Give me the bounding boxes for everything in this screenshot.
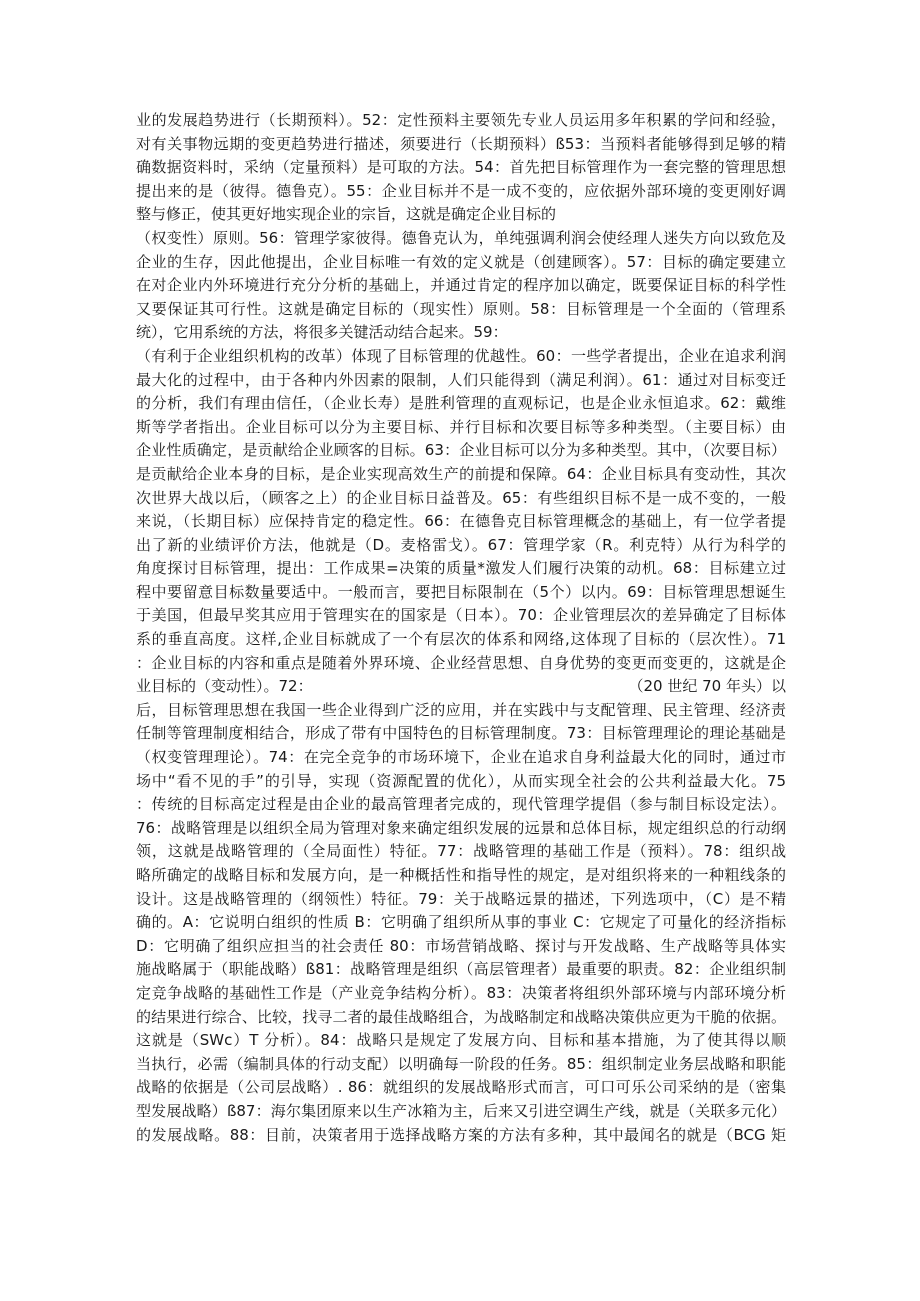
text-line-left: 业目标的（变动性）。72：	[136, 677, 313, 696]
text-line: 业的发展趋势进行（长期预料）。52：定性预料主要领先专业人员运用多年积累的学问和经验，	[136, 111, 786, 129]
text-line: 当执行，必需（编制具体的行动支配）以明确每一阶段的任务。85：组织制定业务层战略和职能	[136, 1054, 786, 1073]
text-line: 76：战略管理是以组织全局为管理对象来确定组织发展的远景和总体目标，规定组织总的行动纲	[136, 818, 786, 837]
text-line: ：企业目标的内容和重点是随着外界环境、企业经营思想、自身优势的变更而变更的，这就是企	[136, 653, 786, 672]
text-line	[136, 1147, 786, 1171]
text-line: 来说，（长期目标）应保持肯定的稳定性。66：在德鲁克目标管理概念的基础上，有一位学者提	[136, 512, 786, 531]
text-line: 又要保证其可行性。这就是确定目标的（现实性）原则。58：目标管理是一个全面的（管理系	[136, 299, 786, 318]
text-line: 斯等学者指出。企业目标可以分为主要目标、并行目标和次要目标等多种类型。（主要目标）由	[136, 417, 786, 436]
text-line: （有利于企业组织机构的改革）体现了目标管理的优越性。60：一些学者提出，企业在追求利润	[136, 346, 786, 365]
text-line-right: （20 世纪 70 年头）以	[628, 677, 786, 696]
text-line: 对有关事物远期的变更趋势进行描述，须要进行（长期预料）ß53：当预料者能够得到足够的精	[136, 134, 786, 153]
text-line: 次世界大战以后，（顾客之上）的企业目标日益普及。65：有些组织目标不是一成不变的，一般	[136, 488, 786, 507]
text-line: 企业性质确定，是贡献给企业顾客的目标。63：企业目标可以分为多种类型。其中，（次要目标）	[136, 441, 786, 460]
text-line: 战略的依据是（公司层战略）. 86：就组织的发展战略形式而言，可口可乐公司采纳的是（密集	[136, 1078, 786, 1097]
text-line: 的结果进行综合、比较，找寻二者的最佳战略组合，为战略制定和战略决策供应更为干脆的依据。	[136, 1007, 786, 1026]
text-line: 领，这就是战略管理的（全局面性）特征。77：战略管理的基础工作是（预料）。78：组织战	[136, 842, 786, 861]
text-line: 出了新的业绩评价方法，他就是（D。麦格雷戈）。67：管理学家（R。利克特）从行为科学的	[136, 535, 786, 554]
text-line: 程中要留意目标数量要适中。一般而言，要把目标限制在（5个）以内。69：目标管理思想诞生	[136, 582, 786, 601]
text-line: 最大化的过程中，由于各种内外因素的限制，人们只能得到（满足利润）。61：通过对目标变迁	[136, 370, 786, 389]
text-line: （权变管理理论）。74：在完全竞争的市场环境下，企业在追求自身利益最大化的同时，通过市	[136, 748, 786, 767]
text-line: 统），它用系统的方法，将很多关键活动结合起来。59：	[136, 323, 508, 342]
text-line: 定竞争战略的基础性工作是（产业竞争结构分析）。83：决策者将组织外部环境与内部环境分析	[136, 983, 786, 1002]
text-line: 任制等管理制度相结合，形成了带有中国特色的目标管理制度。73：目标管理理论的理论基础是	[136, 724, 786, 743]
text-line: 企业的生存，因此他提出，企业目标唯一有效的定义就是（创建顾客）。57：目标的确定要建立	[136, 252, 786, 271]
text-line: （权变性）原则。56：管理学家彼得。德鲁克认为，单纯强调利润会使经理人迷失方向以致危及	[136, 228, 786, 247]
text-line: 略所确定的战略目标和发展方向，是一种概括性和指导性的规定，是对组织将来的一种粗线条的	[136, 866, 786, 884]
text-line: 确数据资料时，采纳（定量预料）是可取的方法。54：首先把目标管理作为一套完整的管理思想	[136, 158, 786, 177]
text-line: 提出来的是（彼得。德鲁克）。55：企业目标并不是一成不变的，应依据外部环境的变更刚好调	[136, 181, 786, 200]
text-line	[136, 675, 786, 699]
text-line: 型发展战略）ß87：海尔集团原来以生产冰箱为主，后来又引进空调生产线，就是（关联多元化）	[136, 1101, 786, 1120]
document-body	[136, 109, 786, 1171]
text-line: 场中“看不见的手”的引导，实现（资源配置的优化），从而实现全社会的公共利益最大化。75	[136, 771, 786, 790]
text-line: 设计。这是战略管理的（纲领性）特征。79：关于战略远景的描述，下列选项中，（C）是不精	[136, 889, 786, 908]
text-line: 于美国，但最早奖其应用于管理实在的国家是（日本）。70：企业管理层次的差异确定了目标体	[136, 606, 786, 625]
text-line: 施战略属于（职能战略）ß81：战略管理是组织（高层管理者）最重要的职责。82：企业组织制	[136, 960, 786, 979]
text-line: 的分析，我们有理由信任，（企业长寿）是胜利管理的直观标记，也是企业永恒追求。62：戴维	[136, 394, 786, 413]
text-line: 的发展战略。88：目前，决策者用于选择战略方案的方法有多种，其中最闻名的就是（BCG 矩	[136, 1125, 786, 1144]
text-line: 确的。A：它说明白组织的性质 B：它明确了组织所从事的事业 C：它规定了可量化的经济指标	[136, 913, 786, 932]
text-line: 系的垂直高度。这样,企业目标就成了一个有层次的体系和网络,这体现了目标的（层次性）。71	[136, 630, 786, 649]
text-line: 在对企业内外环境进行充分分析的基础上，并通过肯定的程序加以确定，既要保证目标的科学性	[136, 276, 786, 295]
text-line: 整与修正，使其更好地实现企业的宗旨，这就是确定企业目标的	[136, 205, 557, 224]
text-line: ：传统的目标高定过程是由企业的最高管理者完成的，现代管理学提倡（参与制目标设定法）。	[136, 795, 786, 814]
text-line: D：它明确了组织应担当的社会责任 80：市场营销战略、探讨与开发战略、生产战略等具体实	[136, 936, 786, 955]
text-line: 是贡献给企业本身的目标，是企业实现高效生产的前提和保障。64：企业目标具有变动性，其次	[136, 464, 786, 483]
text-line: 这就是（SWc）T 分析）。84：战略只是规定了发展方向、目标和基本措施，为了使其得以顺	[136, 1031, 786, 1050]
text-line: 后，目标管理思想在我国一些企业得到广泛的应用，并在实践中与支配管理、民主管理、经济责	[136, 700, 786, 719]
text-line: 角度探讨目标管理，提出：工作成果=决策的质量*激发人们履行决策的动机。68：目标建立过	[136, 559, 786, 578]
